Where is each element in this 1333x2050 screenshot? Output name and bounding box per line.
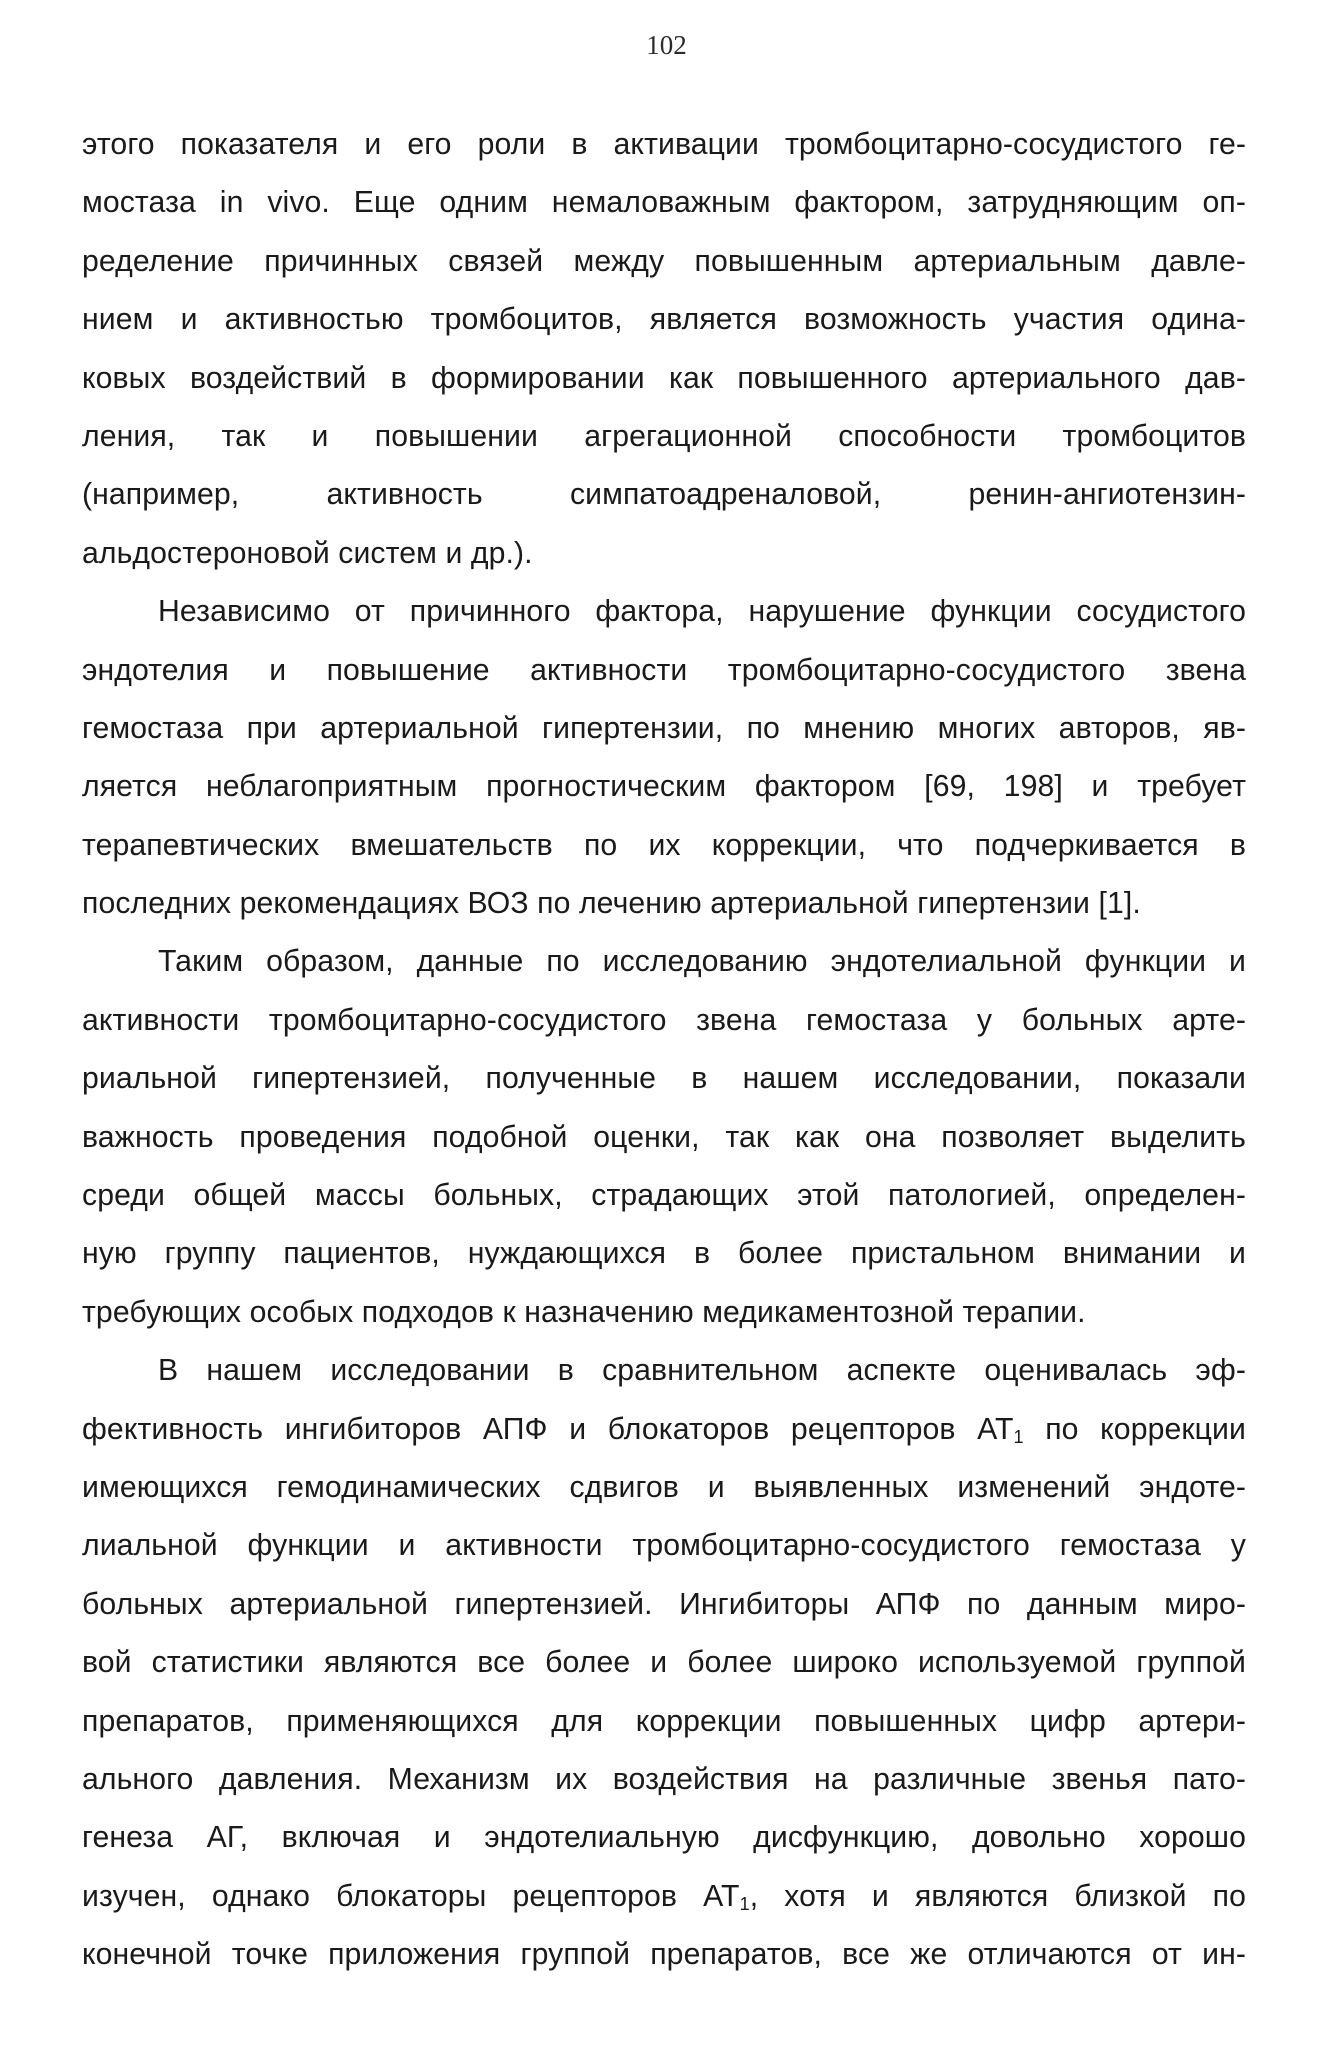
text-line: генеза АГ, включая и эндотелиальную дисфункцию, довольно хорошо — [82, 1821, 1246, 1855]
text-line: эндотелия и повышение активности тромбоцитарно-сосудистого звена — [82, 653, 1246, 687]
text-line: лиальной функции и активности тромбоцитарно-сосудистого гемостаза у — [82, 1529, 1246, 1563]
document-text — [82, 116, 1246, 1985]
text-line: имеющихся гемодинамических сдвигов и выявленных изменений эндоте- — [82, 1470, 1246, 1504]
text-line: ляется неблагоприятным прогностическим фактором [69, 198] и требует — [82, 770, 1246, 804]
text-line: конечной точке приложения группой препаратов, все же отличаются от ин- — [82, 1938, 1246, 1972]
paragraph-4 — [82, 1342, 1246, 1984]
text-line: гемостаза при артериальной гипертензии, по мнению многих авторов, яв- — [82, 711, 1246, 745]
text-line: среди общей массы больных, страдающих этой патологией, определен- — [82, 1179, 1246, 1213]
text-line: Независимо от причинного фактора, нарушение функции сосудистого — [158, 595, 1246, 629]
text-line: важность проведения подобной оценки, так как она позволяет выделить — [82, 1120, 1246, 1154]
text-line: ления, так и повышении агрегационной способности тромбоцитов — [82, 419, 1246, 453]
text-line: ковых воздействий в формировании как повышенного артериального дав- — [82, 361, 1246, 395]
text-line: Таким образом, данные по исследованию эндотелиальной функции и — [158, 945, 1246, 979]
text-line: активности тромбоцитарно-сосудистого звена гемостаза у больных арте- — [82, 1003, 1246, 1037]
text-line: терапевтических вмешательств по их коррекции, что подчеркивается в — [82, 828, 1246, 862]
text-line: ределение причинных связей между повышенным артериальным давле- — [82, 244, 1246, 278]
text-line: мостаза in vivo. Еще одним немаловажным фактором, затрудняющим оп- — [82, 186, 1246, 220]
paragraph-2 — [82, 583, 1246, 933]
text-line: препаратов, применяющихся для коррекции повышенных цифр артери- — [82, 1704, 1246, 1738]
text-line: В нашем исследовании в сравнительном аспекте оценивалась эф- — [158, 1354, 1246, 1388]
text-line: нием и активностью тромбоцитов, является возможность участия одина- — [82, 303, 1246, 337]
text-line: вой статистики являются все более и более широко используемой группой — [82, 1646, 1246, 1680]
text-line: ального давления. Механизм их воздействия на различные звенья пато- — [82, 1762, 1246, 1796]
text-line: последних рекомендациях ВОЗ по лечению артериальной гипертензии [1]. — [82, 887, 1141, 921]
text-line: фективность ингибиторов АПФ и блокаторов рецепторов $АТ_1$ по коррекции — [82, 1412, 1246, 1447]
text-line: (например, активность симпатоадреналовой, ренин-ангиотензин- — [82, 478, 1246, 512]
paragraph-1 — [82, 116, 1246, 583]
paragraph-3 — [82, 933, 1246, 1342]
text-line: ную группу пациентов, нуждающихся в более пристальном внимании и — [82, 1237, 1246, 1271]
text-line: требующих особых подходов к назначению медикаментозной терапии. — [82, 1295, 1086, 1329]
text-line: изучен, однако блокаторы рецепторов $АТ_1$, хотя и являются близкой по — [82, 1879, 1246, 1914]
text-line: больных артериальной гипертензией. Ингибиторы АПФ по данным миро- — [82, 1587, 1246, 1621]
text-line: риальной гипертензией, полученные в нашем исследовании, показали — [82, 1062, 1246, 1096]
text-line: альдостероновой систем и др.). — [82, 536, 533, 570]
text-line: этого показателя и его роли в активации тромбоцитарно-сосудистого ге- — [82, 128, 1246, 161]
page-number: 102 — [646, 30, 687, 60]
